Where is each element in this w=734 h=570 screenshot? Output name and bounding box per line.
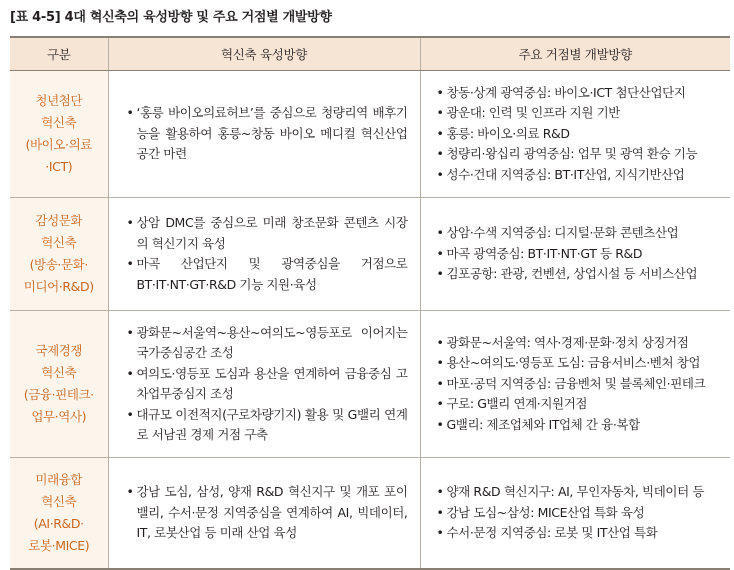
- list-item: • 수서·문정 지역중심: 로봇 및 IT산업 특화: [437, 523, 721, 544]
- category-cell: 청년첨단 혁신축 (바이오·의료 ·ICT): [10, 71, 108, 198]
- direction-cell: [108, 71, 420, 198]
- category-cell: 미래융합 혁신축 (AI·R&D· 로봇·MICE): [10, 458, 108, 570]
- header-row: [10, 37, 730, 71]
- table-row: [10, 311, 730, 458]
- table-number: [표 4-5]: [10, 10, 61, 25]
- list-item: • 창동·상계 광역중심: 바이오·ICT 첨단산업단지: [437, 83, 721, 104]
- list-item: • 마곡 산업단지 및 광역중심을 거점으로 BT·IT·NT·GT·R&D 기능 지원·육성: [127, 254, 408, 295]
- header-category: 구분: [10, 37, 108, 71]
- list-item: • 구로: G밸리 연계·지원거점: [437, 394, 721, 415]
- table-caption: [10, 6, 332, 25]
- header-hubs: 주요 거점별 개발방향: [420, 37, 730, 71]
- direction-cell: [108, 458, 420, 570]
- direction-cell: [108, 198, 420, 311]
- list-item: • 대규모 이전적지(구로차량기지) 활용 및 G밸리 연계로 서남권 경제 거점 구축: [127, 405, 408, 446]
- direction-cell: [108, 311, 420, 458]
- list-item: • 성수·건대 지역중심: BT·IT산업, 지식기반산업: [437, 165, 721, 186]
- header-direction: 혁신축 육성방향: [108, 37, 420, 71]
- list-item: • 용산~여의도·영등포 도심: 금융서비스·벤처 창업: [437, 353, 721, 374]
- list-item: • 김포공항: 관광, 컨벤션, 상업시설 등 서비스산업: [437, 264, 721, 285]
- table-title: 4대 혁신축의 육성방향 및 주요 거점별 개발방향: [64, 10, 332, 25]
- table-row: [10, 458, 730, 570]
- list-item: • 광화문~서울역: 역사·경제·문화·정치 상징거점: [437, 333, 721, 354]
- list-item: • 강남 도심~삼성: MICE산업 특화 육성: [437, 503, 721, 524]
- hubs-cell: [420, 458, 730, 570]
- list-item: • 양재 R&D 혁신지구: AI, 무인자동차, 빅데이터 등: [437, 482, 721, 503]
- category-cell: 감성문화 혁신축 (방송·문화· 미디어·R&D): [10, 198, 108, 311]
- table-row: [10, 198, 730, 311]
- list-item: • 청량리·왕십리 광역중심: 업무 및 광역 환승 기능: [437, 144, 721, 165]
- list-item: • G밸리: 제조업체와 IT업체 간 융·복합: [437, 415, 721, 436]
- list-item: • 광화문~서울역~용산~여의도~영등포로 이어지는 국가중심공간 조성: [127, 323, 408, 364]
- list-item: • 상암·수색 지역중심: 디지털·문화 콘텐츠산업: [437, 223, 721, 244]
- hubs-cell: [420, 198, 730, 311]
- list-item: • ‘홍릉 바이오의료허브’를 중심으로 청량리역 배후기능을 활용하여 홍릉~창동 바이오 메디컬 혁신산업 공간 마련: [127, 103, 408, 165]
- innovation-axis-table: [10, 36, 730, 570]
- list-item: • 광운대: 인력 및 인프라 지원 기반: [437, 103, 721, 124]
- list-item: • 강남 도심, 삼성, 양재 R&D 혁신지구 및 개포 포이밸리, 수서·문정 지역중심을 연계하여 AI, 빅데이터, IT, 로봇산업 등 미래 산업 육성: [127, 482, 408, 544]
- hubs-cell: [420, 71, 730, 198]
- table-row: [10, 71, 730, 198]
- category-cell: 국제경쟁 혁신축 (금융·핀테크· 업무·역사): [10, 311, 108, 458]
- list-item: • 여의도·영등포 도심과 용산을 연계하여 금융중심 고차업무중심지 조성: [127, 364, 408, 405]
- list-item: • 마곡 광역중심: BT·IT·NT·GT 등 R&D: [437, 244, 721, 265]
- list-item: • 홍릉: 바이오·의료 R&D: [437, 124, 721, 145]
- hubs-cell: [420, 311, 730, 458]
- list-item: • 마포·공덕 지역중심: 금융벤처 및 블록체인·핀테크: [437, 374, 721, 395]
- list-item: • 상암 DMC를 중심으로 미래 창조문화 콘텐츠 시장의 혁신기지 육성: [127, 213, 408, 254]
